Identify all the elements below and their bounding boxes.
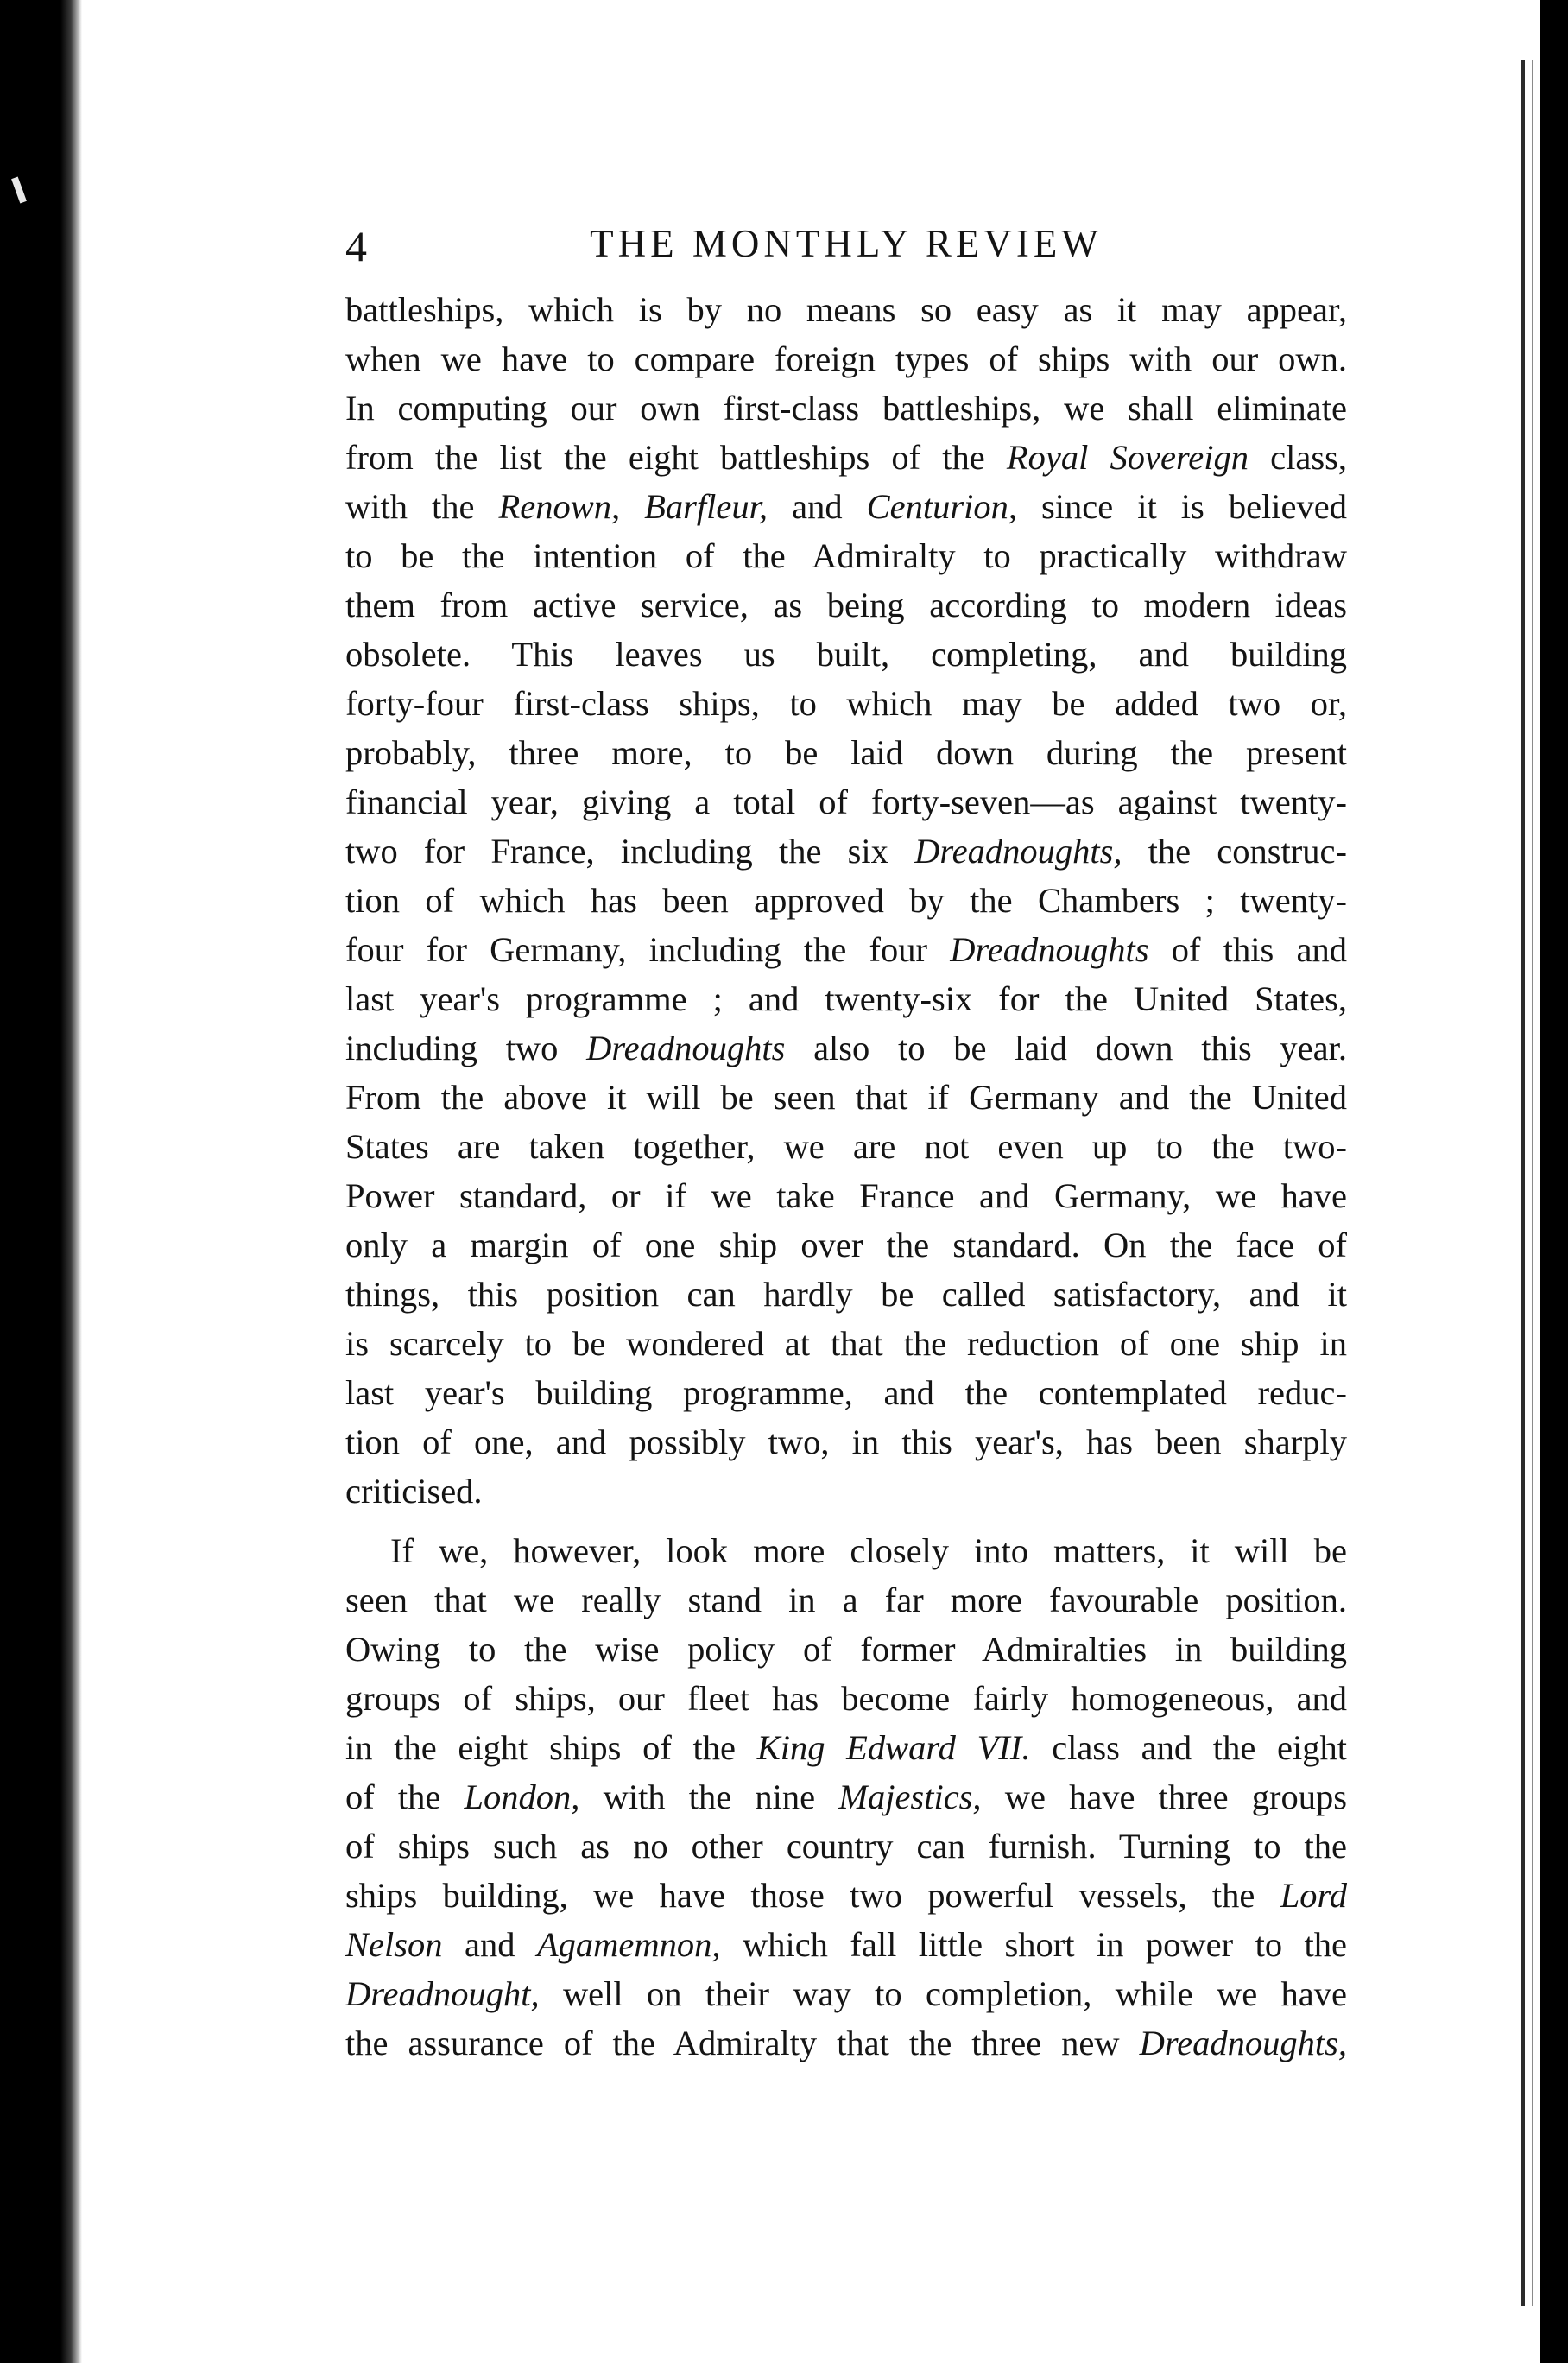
text-line — [345, 1969, 1347, 2018]
page-number: 4 — [345, 222, 368, 270]
text-run: of the — [345, 1777, 465, 1816]
text-run: last year's programme ; and twenty-six for the United States, — [345, 979, 1347, 1018]
text-line — [345, 531, 1347, 580]
text-line — [345, 1270, 1347, 1319]
text-run: of this and — [1148, 930, 1347, 969]
text-line — [345, 433, 1347, 482]
text-run: only a margin of one ship over the standard. On the face of — [345, 1226, 1347, 1264]
text-run: financial year, giving a total of forty-seven—as against twenty- — [345, 782, 1347, 821]
text-line — [345, 482, 1347, 531]
italic-text: Dreadnoughts — [586, 1029, 786, 1067]
text-run: four for Germany, including the four — [345, 930, 951, 969]
text-line — [345, 630, 1347, 679]
text-run: tion of which has been approved by the Chambers ; twenty- — [345, 881, 1347, 920]
text-run: probably, three more, to be laid down during the present — [345, 733, 1347, 772]
text-run: Power standard, or if we take France and Germany, we have — [345, 1176, 1347, 1215]
journal-title: THE MONTHLY REVIEW — [590, 222, 1103, 265]
italic-text: Majestics, — [838, 1777, 982, 1816]
text-line — [345, 2018, 1347, 2068]
text-line — [345, 876, 1347, 925]
text-line — [345, 1023, 1347, 1073]
italic-text: Dreadnoughts — [950, 930, 1149, 969]
text-line — [345, 1122, 1347, 1171]
text-line — [345, 728, 1347, 777]
italic-text: Dreadnoughts, — [914, 832, 1122, 871]
text-line — [345, 1467, 1347, 1516]
text-run: From the above it will be seen that if Germany and the United — [345, 1078, 1347, 1117]
text-run: and — [442, 1925, 537, 1964]
text-line — [345, 1220, 1347, 1270]
text-line — [345, 777, 1347, 827]
text-run: tion of one, and possibly two, in this year's, has been sharply — [345, 1422, 1347, 1461]
italic-text: Renown, Barfleur, — [498, 487, 768, 526]
text-line — [345, 383, 1347, 433]
text-run: obsolete. This leaves us built, completing, and building — [345, 635, 1347, 674]
italic-text: King Edward VII. — [756, 1728, 1031, 1767]
text-run: from the list the eight battleships of the — [345, 438, 1007, 477]
text-line — [345, 1526, 1347, 1575]
text-line — [345, 827, 1347, 876]
text-run: class, — [1248, 438, 1347, 477]
text-line — [345, 1821, 1347, 1871]
text-run: seen that we really stand in a far more favourable position. — [345, 1581, 1347, 1619]
text-run: of ships such as no other country can furnish. Turning to the — [345, 1827, 1347, 1866]
text-run: the construc- — [1122, 832, 1347, 871]
text-run: forty-four first-class ships, to which may be added two or, — [345, 684, 1347, 723]
text-run: also to be laid down this year. — [785, 1029, 1348, 1067]
text-run: If we, however, look more closely into matters, it will be — [390, 1531, 1347, 1570]
italic-text: Agamemnon, — [536, 1925, 721, 1964]
running-head — [345, 221, 1347, 282]
paragraph — [345, 1526, 1347, 2068]
text-run: when we have to compare foreign types of ships with our own. — [345, 339, 1347, 378]
text-run: class and the eight — [1030, 1728, 1347, 1767]
italic-text: Lord — [1280, 1876, 1347, 1915]
text-line — [345, 1575, 1347, 1625]
text-run: with the nine — [579, 1777, 839, 1816]
text-line — [345, 1625, 1347, 1674]
scan-border-left — [0, 0, 82, 2363]
text-run: since it is believed — [1016, 487, 1348, 526]
text-run: last year's building programme, and the contemplated reduc- — [345, 1373, 1347, 1412]
text-run: is scarcely to be wondered at that the reduction of one ship in — [345, 1324, 1347, 1363]
page-edge-right-shadow — [1532, 60, 1533, 2306]
body-text — [345, 285, 1347, 2068]
text-run: In computing our own first-class battleships, we shall eliminate — [345, 389, 1347, 428]
paragraph — [345, 285, 1347, 1516]
text-line — [345, 1871, 1347, 1920]
text-run: well on their way to completion, while we have — [539, 1974, 1347, 2013]
text-run: things, this position can hardly be called satisfactory, and it — [345, 1275, 1347, 1314]
text-run: criticised. — [345, 1472, 483, 1511]
text-run: including two — [345, 1029, 587, 1067]
text-run: with the — [345, 487, 499, 526]
text-line — [345, 1073, 1347, 1122]
text-run: the assurance of the Admiralty that the three new — [345, 2024, 1140, 2062]
text-line — [345, 679, 1347, 728]
text-line — [345, 1772, 1347, 1821]
text-run: we have three groups — [981, 1777, 1348, 1816]
text-run: ships building, we have those two powerful vessels, the — [345, 1876, 1280, 1915]
paragraph-gap — [345, 1516, 1347, 1526]
text-line — [345, 974, 1347, 1023]
italic-text: Centurion, — [866, 487, 1017, 526]
text-line — [345, 1920, 1347, 1969]
text-run: battleships, which is by no means so easy as it may appear, — [345, 290, 1347, 329]
italic-text: Royal Sovereign — [1006, 438, 1249, 477]
text-line — [345, 925, 1347, 974]
text-line — [345, 1723, 1347, 1772]
text-run: two for France, including the six — [345, 832, 915, 871]
page-edge-right — [1521, 60, 1525, 2306]
text-run: which fall little short in power to the — [720, 1925, 1347, 1964]
text-run: to be the intention of the Admiralty to practically withdraw — [345, 536, 1347, 575]
text-run: in the eight ships of the — [345, 1728, 757, 1767]
italic-text: Dreadnoughts, — [1139, 2024, 1347, 2062]
text-line — [345, 1368, 1347, 1417]
italic-text: London, — [464, 1777, 580, 1816]
text-line — [345, 1171, 1347, 1220]
text-line — [345, 1674, 1347, 1723]
text-run: States are taken together, we are not even up to the two- — [345, 1127, 1347, 1166]
text-line — [345, 580, 1347, 630]
text-run: Owing to the wise policy of former Admiralties in building — [345, 1630, 1347, 1669]
italic-text: Nelson — [345, 1925, 443, 1964]
text-run: groups of ships, our fleet has become fairly homogeneous, and — [345, 1679, 1347, 1718]
text-line — [345, 285, 1347, 334]
text-run: them from active service, as being according to modern ideas — [345, 586, 1347, 624]
scan-border-right — [1540, 0, 1568, 2363]
text-run: and — [768, 487, 867, 526]
italic-text: Dreadnought, — [345, 1974, 540, 2013]
text-line — [345, 334, 1347, 383]
text-line — [345, 1417, 1347, 1467]
text-line — [345, 1319, 1347, 1368]
